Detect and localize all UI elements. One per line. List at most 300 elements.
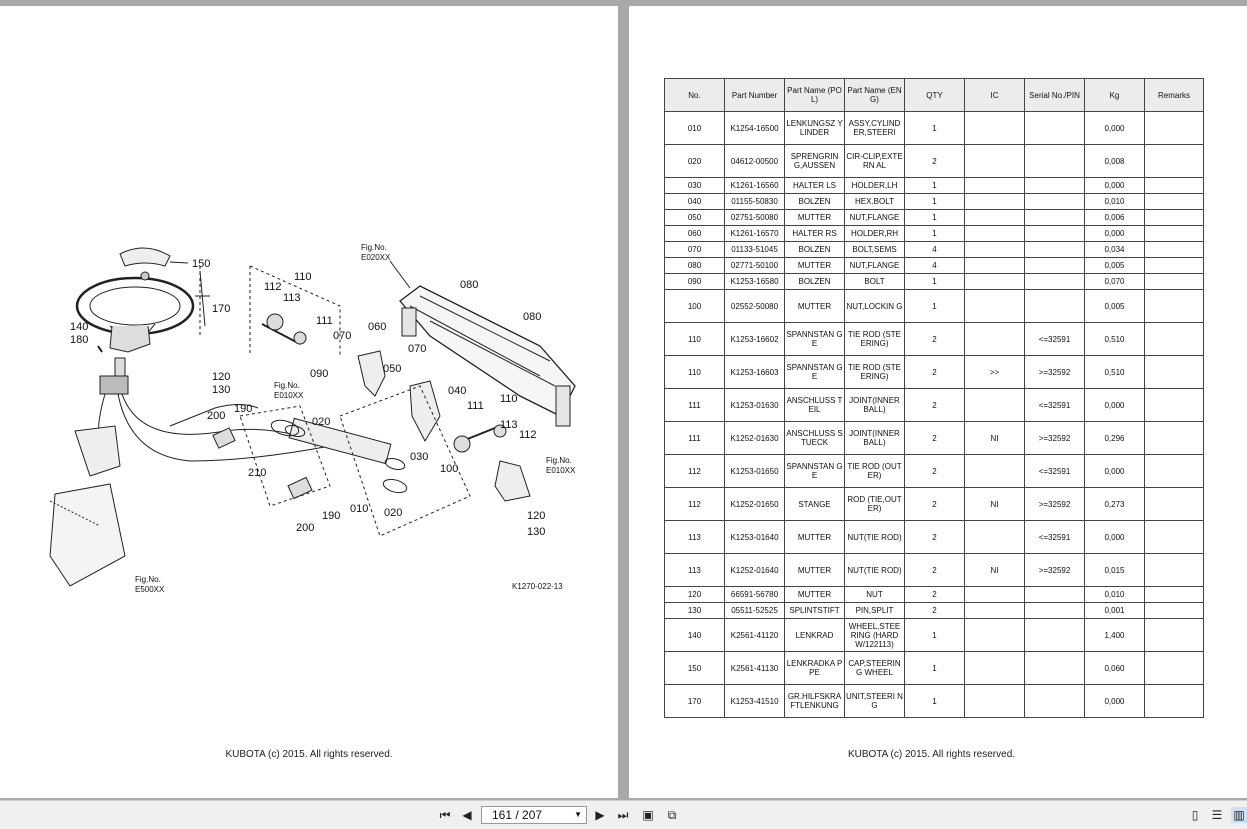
- table-row: [665, 226, 1204, 242]
- table-cell: K1261-16570: [725, 226, 785, 242]
- table-cell: <=32591: [1025, 389, 1085, 422]
- single-page-icon[interactable]: ▯: [1191, 808, 1199, 822]
- fig-ref-e010-right-line1: Fig.No.: [546, 456, 572, 465]
- table-row: [665, 210, 1204, 226]
- table-cell: 1: [905, 210, 965, 226]
- table-cell: 113: [665, 554, 725, 587]
- fig-ref-e010-left-line2: E010XX: [274, 391, 304, 400]
- table-cell: 0,510: [1085, 323, 1145, 356]
- table-cell: [1025, 145, 1085, 178]
- table-row: [665, 554, 1204, 587]
- label-110b: 110: [500, 393, 518, 405]
- table-cell: 060: [665, 226, 725, 242]
- table-cell: LENKRADKA PPE: [785, 652, 845, 685]
- table-cell: [1145, 652, 1204, 685]
- table-cell: [1145, 488, 1204, 521]
- label-130b: 130: [527, 526, 546, 538]
- table-cell: [965, 290, 1025, 323]
- table-cell: 030: [665, 178, 725, 194]
- table-cell: HOLDER,RH: [845, 226, 905, 242]
- header-no: No.: [665, 79, 725, 112]
- table-cell: [1025, 619, 1085, 652]
- table-cell: BOLZEN: [785, 242, 845, 258]
- table-cell: [1145, 389, 1204, 422]
- table-cell: [965, 652, 1025, 685]
- table-row: [665, 619, 1204, 652]
- table-cell: <=32591: [1025, 323, 1085, 356]
- table-cell: [965, 226, 1025, 242]
- table-cell: >=32592: [1025, 422, 1085, 455]
- table-cell: [965, 323, 1025, 356]
- table-cell: 4: [905, 242, 965, 258]
- table-cell: 0,005: [1085, 258, 1145, 274]
- table-cell: SPANNSTAN GE: [785, 323, 845, 356]
- table-cell: [965, 258, 1025, 274]
- table-cell: [965, 685, 1025, 718]
- table-cell: CAP,STEERIN G WHEEL: [845, 652, 905, 685]
- table-cell: [1145, 603, 1204, 619]
- table-cell: [1145, 422, 1204, 455]
- table-cell: [965, 619, 1025, 652]
- table-row: [665, 356, 1204, 389]
- table-cell: [1025, 685, 1085, 718]
- table-cell: [965, 455, 1025, 488]
- table-cell: 1: [905, 619, 965, 652]
- diagram-code: K1270-022-13: [512, 582, 563, 591]
- table-header-row: [665, 79, 1204, 112]
- label-113: 113: [283, 292, 301, 304]
- fig-ref-e010-left-line1: Fig.No.: [274, 381, 300, 390]
- table-cell: [965, 603, 1025, 619]
- header-part-name-pol: Part Name (POL): [785, 79, 845, 112]
- label-200: 200: [207, 410, 226, 422]
- table-cell: [1025, 194, 1085, 210]
- header-qty: QTY: [905, 79, 965, 112]
- chevron-down-icon[interactable]: ▼: [574, 810, 582, 819]
- continuous-icon[interactable]: ☰: [1211, 808, 1223, 822]
- table-cell: NUT(TIE ROD): [845, 554, 905, 587]
- table-cell: 140: [665, 619, 725, 652]
- table-cell: SPANNSTAN GE: [785, 455, 845, 488]
- table-cell: ANSCHLUSS TEIL: [785, 389, 845, 422]
- left-page: [0, 6, 618, 798]
- table-cell: 1: [905, 226, 965, 242]
- table-cell: 150: [665, 652, 725, 685]
- table-cell: TIE ROD (STEERING): [845, 323, 905, 356]
- table-cell: 2: [905, 145, 965, 178]
- table-cell: 111: [665, 422, 725, 455]
- table-cell: 0,005: [1085, 290, 1145, 323]
- table-cell: 0,010: [1085, 194, 1145, 210]
- label-113b: 113: [500, 419, 518, 431]
- table-cell: HALTER LS: [785, 178, 845, 194]
- table-cell: 110: [665, 356, 725, 389]
- table-cell: [1145, 356, 1204, 389]
- table-cell: K1254-16500: [725, 112, 785, 145]
- table-cell: 01133-51045: [725, 242, 785, 258]
- last-page-icon[interactable]: ⏭: [617, 808, 629, 822]
- table-cell: [1145, 194, 1204, 210]
- table-cell: 2: [905, 603, 965, 619]
- table-cell: [1145, 521, 1204, 554]
- table-cell: 0,006: [1085, 210, 1145, 226]
- table-cell: K2561-41130: [725, 652, 785, 685]
- table-cell: [1025, 587, 1085, 603]
- table-cell: K1261-16560: [725, 178, 785, 194]
- table-cell: MUTTER: [785, 290, 845, 323]
- table-cell: TIE ROD (STEERING): [845, 356, 905, 389]
- table-cell: JOINT(INNER BALL): [845, 389, 905, 422]
- table-cell: 0,296: [1085, 422, 1145, 455]
- table-cell: 0,000: [1085, 389, 1145, 422]
- table-cell: SPRENGRIN G,AUSSEN: [785, 145, 845, 178]
- label-180: 180: [70, 334, 89, 346]
- page-selector[interactable]: [481, 806, 587, 824]
- label-100: 100: [440, 463, 459, 475]
- label-080b: 080: [523, 311, 542, 323]
- prev-page-icon[interactable]: ◀: [462, 808, 472, 822]
- table-cell: 0,000: [1085, 685, 1145, 718]
- table-cell: 0,010: [1085, 587, 1145, 603]
- table-cell: 02552-50080: [725, 290, 785, 323]
- table-cell: NUT,LOCKIN G: [845, 290, 905, 323]
- table-cell: 1,400: [1085, 619, 1145, 652]
- parts-table: [664, 78, 1204, 718]
- table-cell: 1: [905, 685, 965, 718]
- table-cell: 170: [665, 685, 725, 718]
- label-112: 112: [264, 281, 282, 293]
- table-cell: MUTTER: [785, 554, 845, 587]
- table-cell: BOLZEN: [785, 194, 845, 210]
- table-cell: 1: [905, 194, 965, 210]
- table-row: [665, 455, 1204, 488]
- table-cell: 130: [665, 603, 725, 619]
- table-cell: [1145, 274, 1204, 290]
- table-cell: 090: [665, 274, 725, 290]
- table-cell: >>: [965, 356, 1025, 389]
- table-cell: 2: [905, 323, 965, 356]
- table-cell: [965, 242, 1025, 258]
- table-cell: 0,034: [1085, 242, 1145, 258]
- table-cell: [1025, 258, 1085, 274]
- table-cell: >=32592: [1025, 554, 1085, 587]
- table-cell: SPANNSTAN GE: [785, 356, 845, 389]
- table-cell: [965, 178, 1025, 194]
- table-cell: MUTTER: [785, 210, 845, 226]
- table-cell: MUTTER: [785, 587, 845, 603]
- steering-cap-shape: [120, 248, 170, 266]
- table-cell: NI: [965, 422, 1025, 455]
- table-row: [665, 112, 1204, 145]
- table-cell: [1145, 226, 1204, 242]
- label-200b: 200: [296, 522, 315, 534]
- table-row: [665, 242, 1204, 258]
- table-cell: [1145, 587, 1204, 603]
- table-cell: K1253-41510: [725, 685, 785, 718]
- table-cell: HALTER RS: [785, 226, 845, 242]
- table-cell: [1145, 290, 1204, 323]
- table-cell: 2: [905, 422, 965, 455]
- fig-ref-e500-line1: Fig.No.: [135, 575, 161, 584]
- table-cell: [1145, 145, 1204, 178]
- table-cell: 2: [905, 389, 965, 422]
- label-020: 020: [312, 416, 331, 428]
- label-030: 030: [410, 451, 429, 463]
- next-page-icon[interactable]: ▶: [595, 808, 605, 822]
- table-cell: [1145, 323, 1204, 356]
- table-cell: [1145, 554, 1204, 587]
- table-row: [665, 274, 1204, 290]
- steering-wheel-rim: [77, 278, 193, 334]
- table-cell: LENKUNGSZ YLINDER: [785, 112, 845, 145]
- table-cell: 0,000: [1085, 226, 1145, 242]
- label-080: 080: [460, 279, 479, 291]
- table-cell: 02771-50100: [725, 258, 785, 274]
- table-cell: [1145, 685, 1204, 718]
- table-cell: [1025, 112, 1085, 145]
- label-111b: 111: [467, 400, 484, 412]
- steering-cylinder-shape: [289, 418, 391, 463]
- table-cell: 0,008: [1085, 145, 1145, 178]
- table-cell: HOLDER,LH: [845, 178, 905, 194]
- table-cell: [965, 112, 1025, 145]
- parts-diagram: [0, 226, 618, 606]
- table-cell: 0,015: [1085, 554, 1145, 587]
- fig-ref-e010-right-line2: E010XX: [546, 466, 576, 475]
- table-cell: 040: [665, 194, 725, 210]
- label-120: 120: [212, 371, 231, 383]
- table-cell: STANGE: [785, 488, 845, 521]
- table-row: [665, 194, 1204, 210]
- table-cell: 4: [905, 258, 965, 274]
- table-cell: [1025, 242, 1085, 258]
- table-cell: BOLT,SEMS: [845, 242, 905, 258]
- label-120b: 120: [527, 510, 546, 522]
- table-cell: 020: [665, 145, 725, 178]
- label-111: 111: [316, 315, 333, 327]
- table-cell: 0,001: [1085, 603, 1145, 619]
- table-cell: 2: [905, 356, 965, 389]
- table-cell: 02751-50080: [725, 210, 785, 226]
- header-remarks: Remarks: [1145, 79, 1204, 112]
- table-cell: 04612-00500: [725, 145, 785, 178]
- table-cell: WHEEL,STEE RING (HARD W/122113): [845, 619, 905, 652]
- table-cell: 111: [665, 389, 725, 422]
- table-cell: K1253-16603: [725, 356, 785, 389]
- table-cell: K1253-01640: [725, 521, 785, 554]
- table-cell: 1: [905, 652, 965, 685]
- table-cell: [965, 587, 1025, 603]
- table-cell: 1: [905, 112, 965, 145]
- table-cell: K1252-01640: [725, 554, 785, 587]
- table-row: [665, 258, 1204, 274]
- table-cell: [1145, 258, 1204, 274]
- table-cell: 070: [665, 242, 725, 258]
- steering-wheel-inner: [90, 287, 180, 325]
- label-190b: 190: [322, 510, 341, 522]
- fig-ref-e500-line2: E500XX: [135, 585, 165, 594]
- label-190: 190: [234, 403, 253, 415]
- table-row: [665, 603, 1204, 619]
- header-kg: Kg: [1085, 79, 1145, 112]
- table-cell: 113: [665, 521, 725, 554]
- table-row: [665, 488, 1204, 521]
- table-row: [665, 422, 1204, 455]
- first-page-icon[interactable]: ⏮: [439, 808, 451, 822]
- table-cell: [1145, 210, 1204, 226]
- fig-ref-e020-line2: E020XX: [361, 253, 391, 262]
- table-cell: NI: [965, 488, 1025, 521]
- table-cell: [1025, 274, 1085, 290]
- table-cell: 2: [905, 587, 965, 603]
- table-cell: NUT,FLANGE: [845, 258, 905, 274]
- label-210: 210: [248, 467, 267, 479]
- table-cell: <=32591: [1025, 455, 1085, 488]
- label-170: 170: [212, 303, 231, 315]
- label-130: 130: [212, 384, 231, 396]
- header-serial: Serial No./PIN: [1025, 79, 1085, 112]
- table-cell: 01155-50830: [725, 194, 785, 210]
- label-090: 090: [310, 368, 329, 380]
- table-cell: BOLT: [845, 274, 905, 290]
- table-cell: UNIT,STEERI NG: [845, 685, 905, 718]
- table-cell: ANSCHLUSS STUECK: [785, 422, 845, 455]
- table-row: [665, 389, 1204, 422]
- table-cell: 0,000: [1085, 455, 1145, 488]
- table-cell: LENKRAD: [785, 619, 845, 652]
- table-row: [665, 685, 1204, 718]
- fit-width-icon[interactable]: ⧉: [667, 808, 677, 822]
- table-cell: NUT(TIE ROD): [845, 521, 905, 554]
- table-cell: MUTTER: [785, 521, 845, 554]
- table-cell: [965, 194, 1025, 210]
- table-cell: [1025, 178, 1085, 194]
- table-cell: HEX.BOLT: [845, 194, 905, 210]
- table-cell: SPLINTSTIFT: [785, 603, 845, 619]
- label-040: 040: [448, 385, 467, 397]
- table-cell: PIN,SPLIT: [845, 603, 905, 619]
- right-page: [629, 6, 1247, 798]
- table-cell: 110: [665, 323, 725, 356]
- table-cell: 050: [665, 210, 725, 226]
- fig-ref-e020-line1: Fig.No.: [361, 243, 387, 252]
- table-cell: 100: [665, 290, 725, 323]
- table-cell: >=32592: [1025, 356, 1085, 389]
- table-cell: K1253-16602: [725, 323, 785, 356]
- table-cell: NUT: [845, 587, 905, 603]
- table-cell: 112: [665, 488, 725, 521]
- table-cell: <=32591: [1025, 521, 1085, 554]
- table-cell: 1: [905, 274, 965, 290]
- table-cell: [1025, 210, 1085, 226]
- label-050: 050: [383, 363, 402, 375]
- table-cell: NI: [965, 554, 1025, 587]
- table-cell: 0,510: [1085, 356, 1145, 389]
- page-footer: KUBOTA (c) 2015. All rights reserved.: [847, 749, 1016, 760]
- table-cell: 1: [905, 290, 965, 323]
- table-row: [665, 290, 1204, 323]
- table-cell: 0,000: [1085, 521, 1145, 554]
- table-row: [665, 652, 1204, 685]
- table-cell: K1252-01650: [725, 488, 785, 521]
- table-row: [665, 145, 1204, 178]
- table-cell: ROD (TIE,OUTER): [845, 488, 905, 521]
- table-cell: ASSY,CYLIND ER,STEERI: [845, 112, 905, 145]
- table-row: [665, 323, 1204, 356]
- table-row: [665, 178, 1204, 194]
- label-112b: 112: [519, 429, 537, 441]
- page-indicator: 161 / 207: [492, 808, 543, 822]
- header-part-number: Part Number: [725, 79, 785, 112]
- table-cell: [1025, 290, 1085, 323]
- table-cell: CIR-CLIP,EXTERN AL: [845, 145, 905, 178]
- table-cell: MUTTER: [785, 258, 845, 274]
- label-150: 150: [192, 258, 211, 270]
- table-cell: [1025, 226, 1085, 242]
- header-ic: IC: [965, 79, 1025, 112]
- page-footer: KUBOTA (c) 2015. All rights reserved.: [225, 749, 393, 760]
- table-cell: [1025, 603, 1085, 619]
- table-cell: [965, 210, 1025, 226]
- table-cell: 0,070: [1085, 274, 1145, 290]
- table-cell: 05511-52525: [725, 603, 785, 619]
- table-cell: 0,000: [1085, 178, 1145, 194]
- table-cell: [965, 274, 1025, 290]
- fit-page-icon[interactable]: ▣: [642, 808, 654, 822]
- table-row: [665, 521, 1204, 554]
- table-cell: 120: [665, 587, 725, 603]
- table-cell: K1253-01650: [725, 455, 785, 488]
- table-cell: [965, 389, 1025, 422]
- table-cell: [1145, 619, 1204, 652]
- table-cell: 66591-56780: [725, 587, 785, 603]
- table-cell: 2: [905, 521, 965, 554]
- table-cell: K1253-01630: [725, 389, 785, 422]
- table-cell: 2: [905, 554, 965, 587]
- table-cell: 112: [665, 455, 725, 488]
- two-page-icon[interactable]: ▥: [1231, 807, 1247, 823]
- table-cell: [1025, 652, 1085, 685]
- table-row: [665, 587, 1204, 603]
- label-020b: 020: [384, 507, 403, 519]
- table-cell: 1: [905, 178, 965, 194]
- table-cell: GR.HILFSKRA FTLENKUNG: [785, 685, 845, 718]
- label-140: 140: [70, 321, 89, 333]
- label-110: 110: [294, 271, 312, 283]
- table-cell: K2561-41120: [725, 619, 785, 652]
- label-070: 070: [333, 330, 352, 342]
- table-cell: [965, 521, 1025, 554]
- table-cell: NUT,FLANGE: [845, 210, 905, 226]
- header-part-name-eng: Part Name (ENG): [845, 79, 905, 112]
- table-cell: [1145, 242, 1204, 258]
- label-070b: 070: [408, 343, 427, 355]
- viewer-toolbar: [0, 800, 1247, 829]
- table-cell: TIE ROD (OUTER): [845, 455, 905, 488]
- table-cell: 0,273: [1085, 488, 1145, 521]
- table-cell: 080: [665, 258, 725, 274]
- table-cell: 0,060: [1085, 652, 1145, 685]
- table-cell: [1145, 178, 1204, 194]
- table-cell: 0,000: [1085, 112, 1145, 145]
- table-cell: 2: [905, 455, 965, 488]
- table-cell: [1145, 112, 1204, 145]
- table-cell: >=32592: [1025, 488, 1085, 521]
- table-cell: [1145, 455, 1204, 488]
- label-060: 060: [368, 321, 387, 333]
- table-cell: JOINT(INNER BALL): [845, 422, 905, 455]
- table-cell: K1253-16580: [725, 274, 785, 290]
